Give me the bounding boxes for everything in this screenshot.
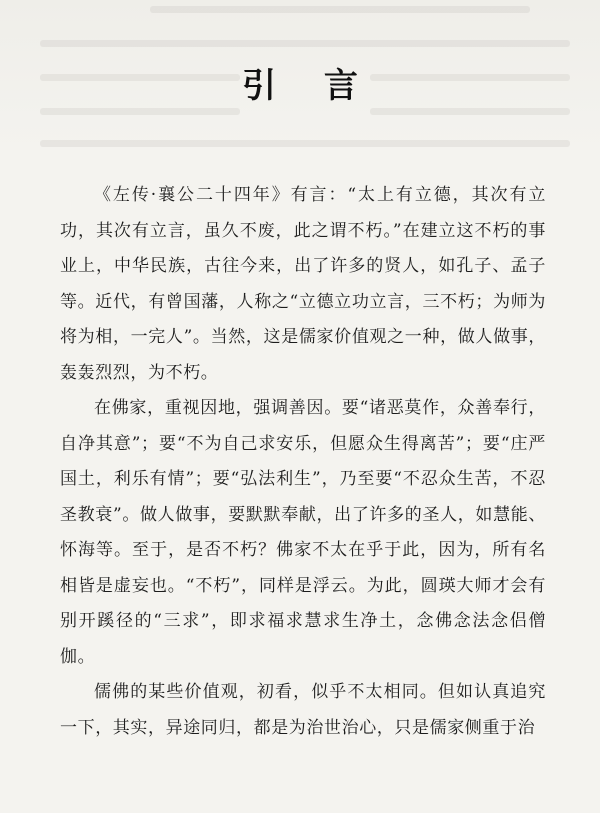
show-through-line	[40, 140, 570, 147]
paragraph: 在佛家，重视因地，强调善因。要“诸恶莫作，众善奉行，自净其意”；要“不为自己求安乐，但愿众生得离苦”；要“庄严国土，利乐有情”；要“弘法利生”，乃至要“不忍众生苦，不忍圣教衰”。做人做事，要默默奉献，出了许多的圣人，如慧能、怀海等。至于，是否不朽？佛家不太在乎于此，因为，所有名相皆是虚妄也。“不朽”，同样是浮云。为此，圆瑛大师才会有别开蹊径的“三求”，即求福求慧求生净土，念佛念法念侣僧伽。	[60, 398, 546, 667]
show-through-line	[150, 6, 530, 13]
paragraph: 儒佛的某些价值观，初看，似乎不太相同。但如认真追究一下，其实，异途同归，都是为治世治心，只是儒家侧重于治	[60, 682, 546, 738]
page-title: 引 言	[242, 66, 376, 106]
show-through-line	[40, 108, 240, 115]
show-through-line	[370, 108, 570, 115]
paragraph: 《左传·襄公二十四年》有言：“太上有立德，其次有立功，其次有立言，虽久不废，此之谓不朽。”在建立这不朽的事业上，中华民族，古往今来，出了许多的贤人，如孔子、孟子等。近代，有曾国藩，人称之“立德立功立言，三不朽；为师为将为相，一完人”。当然，这是儒家价值观之一种，做人做事，轰轰烈烈，为不朽。	[60, 185, 546, 383]
show-through-line	[40, 40, 570, 47]
body-text	[60, 178, 546, 746]
